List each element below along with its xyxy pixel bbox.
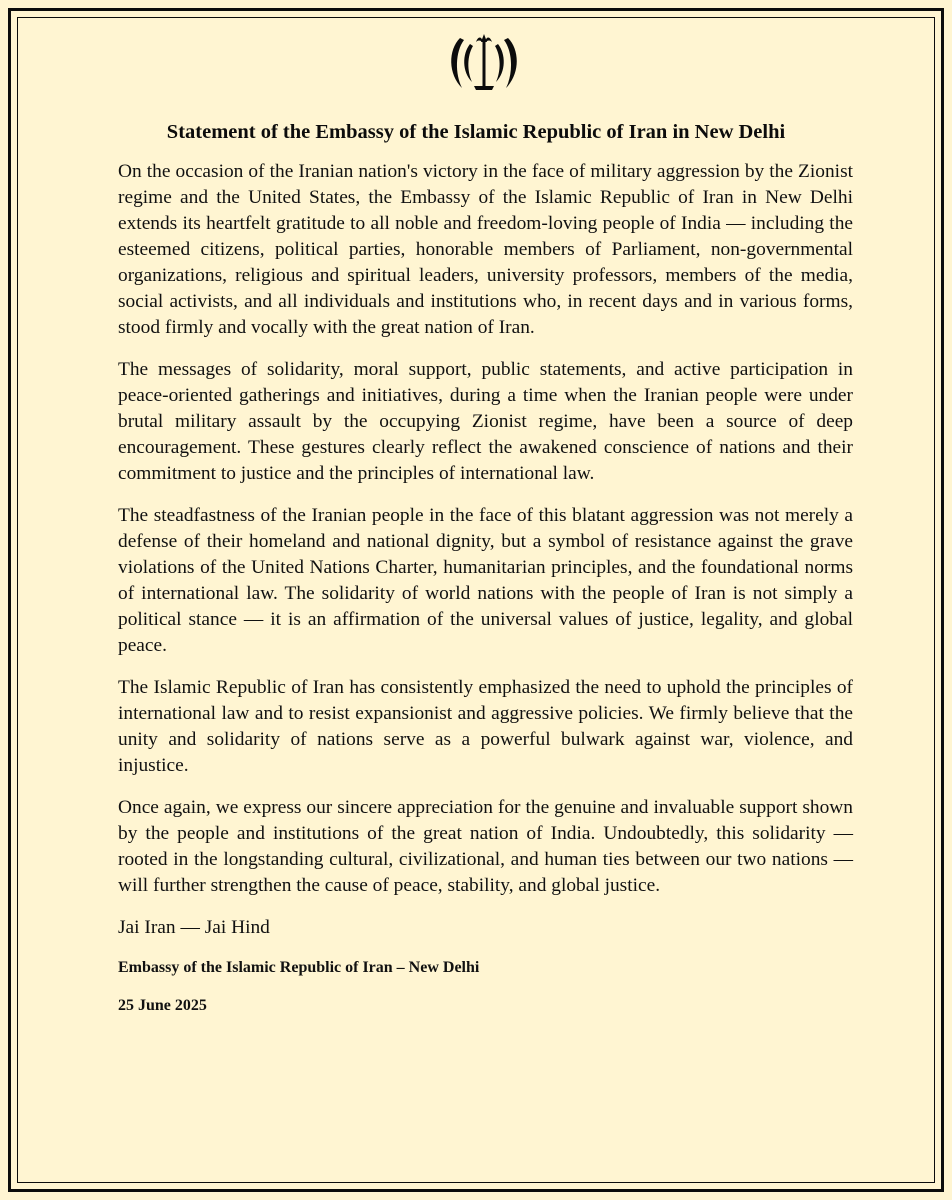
paragraph: The Islamic Republic of Iran has consistently emphasized the need to uphold the principles of international law and to resist expansionist and aggressive policies. We firmly believe that the unity and solidarity of nations serve as a powerful bulwark against war, violence, and injustice. — [118, 677, 853, 776]
statement-date: 25 June 2025 — [118, 997, 207, 1014]
signature: Embassy of the Islamic Republic of Iran – New Delhi — [118, 959, 480, 976]
page-title: Statement of the Embassy of the Islamic Republic of Iran in New Delhi — [166, 121, 786, 143]
statement-body — [118, 159, 853, 1017]
paragraph: The messages of solidarity, moral support, public statements, and active participation in peace-oriented gatherings and initiatives, during a time when the Iranian people were under brutal military assault by the occupying Zionist regime, have been a source of deep encouragement. These gestures clearly reflect the awakened conscience of nations and their commitment to justice and the principles of international law. — [118, 359, 853, 484]
paragraph: Once again, we express our sincere appreciation for the genuine and invaluable support shown by the people and institutions of the great nation of India. Undoubtedly, this solidarity — rooted in the longstanding cultural, civilizational, and human ties between our two nations — will further strengthen the cause of peace, stability, and global justice. — [118, 797, 853, 896]
closing-salutation: Jai Iran — Jai Hind — [118, 917, 270, 938]
paragraph: On the occasion of the Iranian nation's victory in the face of military aggression by the Zionist regime and the United States, the Embassy of the Islamic Republic of Iran in New Delhi extends its heartfelt gratitude to all noble and freedom-loving people of India — including the esteemed citizens, political parties, honorable members of Parliament, non-governmental organizations, religious and spiritual leaders, university professors, members of the media, social activists, and all individuals and institutions who, in recent days and in various forms, stood firmly and vocally with the great nation of Iran. — [118, 161, 853, 338]
iran-emblem-icon — [446, 30, 522, 92]
paragraph: The steadfastness of the Iranian people in the face of this blatant aggression was not merely a defense of their homeland and national dignity, but a symbol of resistance against the grave violations of the United Nations Charter, humanitarian principles, and the foundational norms of international law. The solidarity of world nations with the people of Iran is not simply a political stance — it is an affirmation of the universal values of justice, legality, and global peace. — [118, 505, 853, 656]
